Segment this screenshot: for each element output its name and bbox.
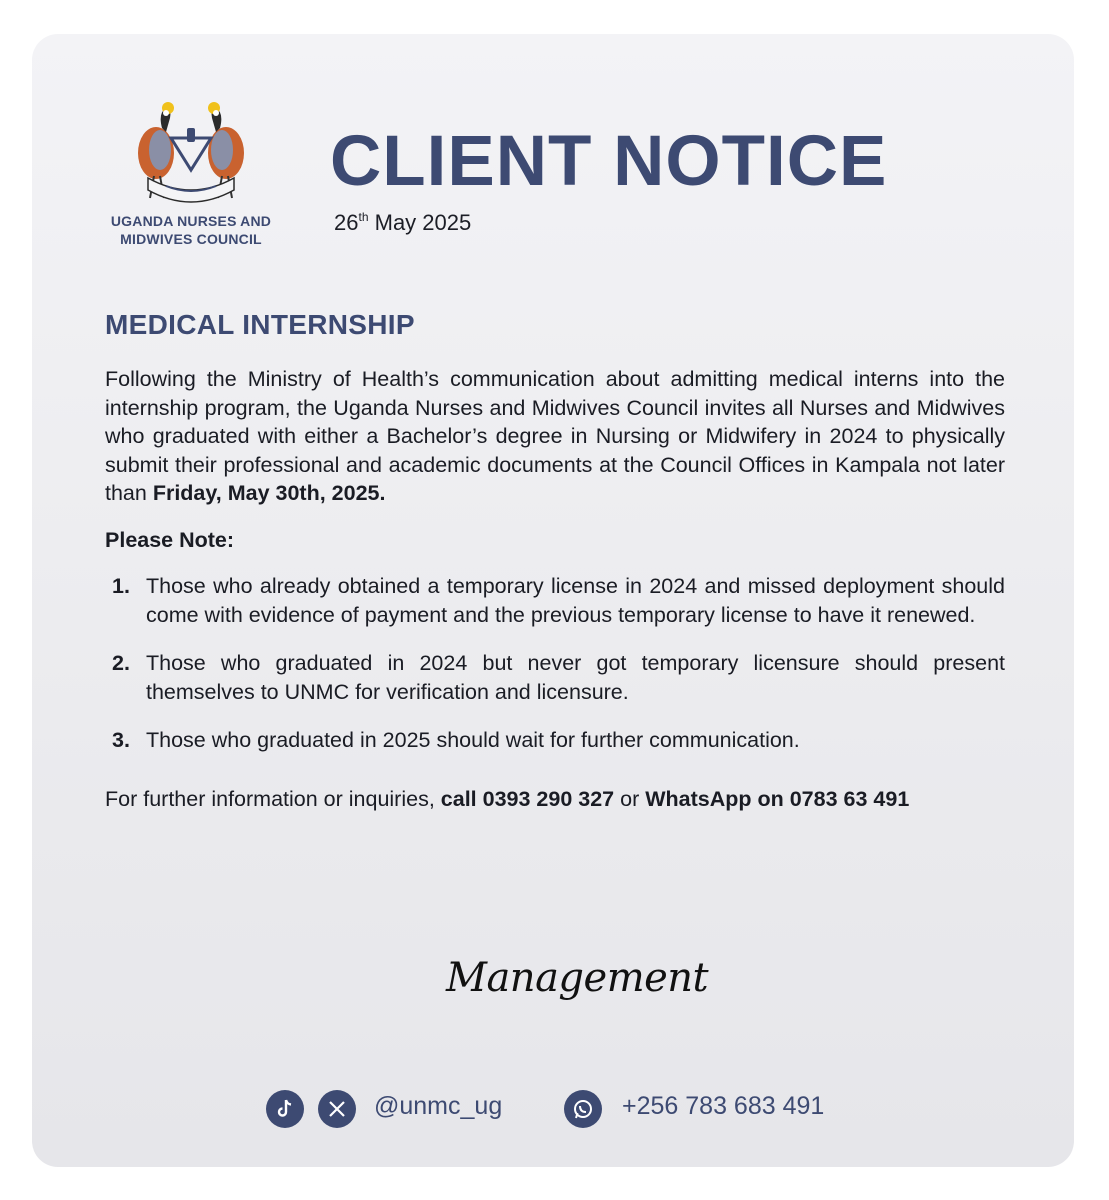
notice-paragraph (105, 365, 1005, 508)
org-name-line1: UGANDA NURSES AND (110, 213, 272, 229)
date-suffix: th (358, 210, 369, 224)
notice-content (105, 307, 1005, 813)
whatsapp-icon[interactable] (564, 1090, 602, 1128)
social-handle[interactable]: @unmc_ug (374, 1092, 503, 1120)
notice-date (334, 210, 471, 236)
tiktok-icon[interactable] (266, 1090, 304, 1128)
notice-body: Following the Ministry of Health’s communication about admitting medical interns into the internship program, the Uganda Nurses and Midwives Council invites all Nurses and Midwives who graduated with either a Bachelor’s degree in Nursing or Midwifery in 2024 to physically submit their professional and academic documents at the Council Offices in Kampala not later than (105, 367, 1005, 505)
please-note-label: Please Note: (105, 527, 235, 552)
management-signature: Management (446, 955, 709, 1001)
org-name-line2: MIDWIVES COUNCIL (120, 231, 262, 247)
list-item-number: 3. (112, 728, 130, 752)
list-item (105, 572, 1005, 629)
phone-number[interactable]: +256 783 683 491 (622, 1092, 825, 1120)
list-item (105, 649, 1005, 706)
list-item-text: Those who graduated in 2025 should wait for further communication. (146, 728, 800, 752)
contact-mid: or (614, 786, 646, 811)
list-item-text: Those who already obtained a temporary license in 2024 and missed deployment should come with evidence of payment and the previous temporary license to have it renewed. (146, 574, 1005, 627)
page-title: CLIENT NOTICE (330, 122, 888, 201)
date-rest: May 2025 (368, 210, 472, 235)
contact-prefix: For further information or inquiries, (105, 786, 441, 811)
council-logo (96, 98, 286, 258)
list-item-text: Those who graduated in 2024 but never got temporary licensure should present themselves to UNMC for verification and licensure. (146, 651, 1005, 704)
x-icon[interactable] (318, 1090, 356, 1128)
list-item (105, 726, 1005, 755)
date-day: 26 (334, 210, 359, 235)
list-item-number: 1. (112, 574, 130, 598)
contact-whatsapp: WhatsApp on 0783 63 491 (645, 786, 910, 811)
deadline-text: Friday, May 30th, 2025. (152, 481, 386, 505)
section-heading: MEDICAL INTERNSHIP (105, 309, 415, 340)
note-list (105, 572, 1005, 755)
list-item-number: 2. (112, 651, 130, 675)
organization-name (96, 212, 286, 248)
coat-of-arms-emblem (126, 98, 256, 208)
contact-call: call 0393 290 327 (440, 786, 615, 811)
contact-info (105, 785, 1005, 814)
